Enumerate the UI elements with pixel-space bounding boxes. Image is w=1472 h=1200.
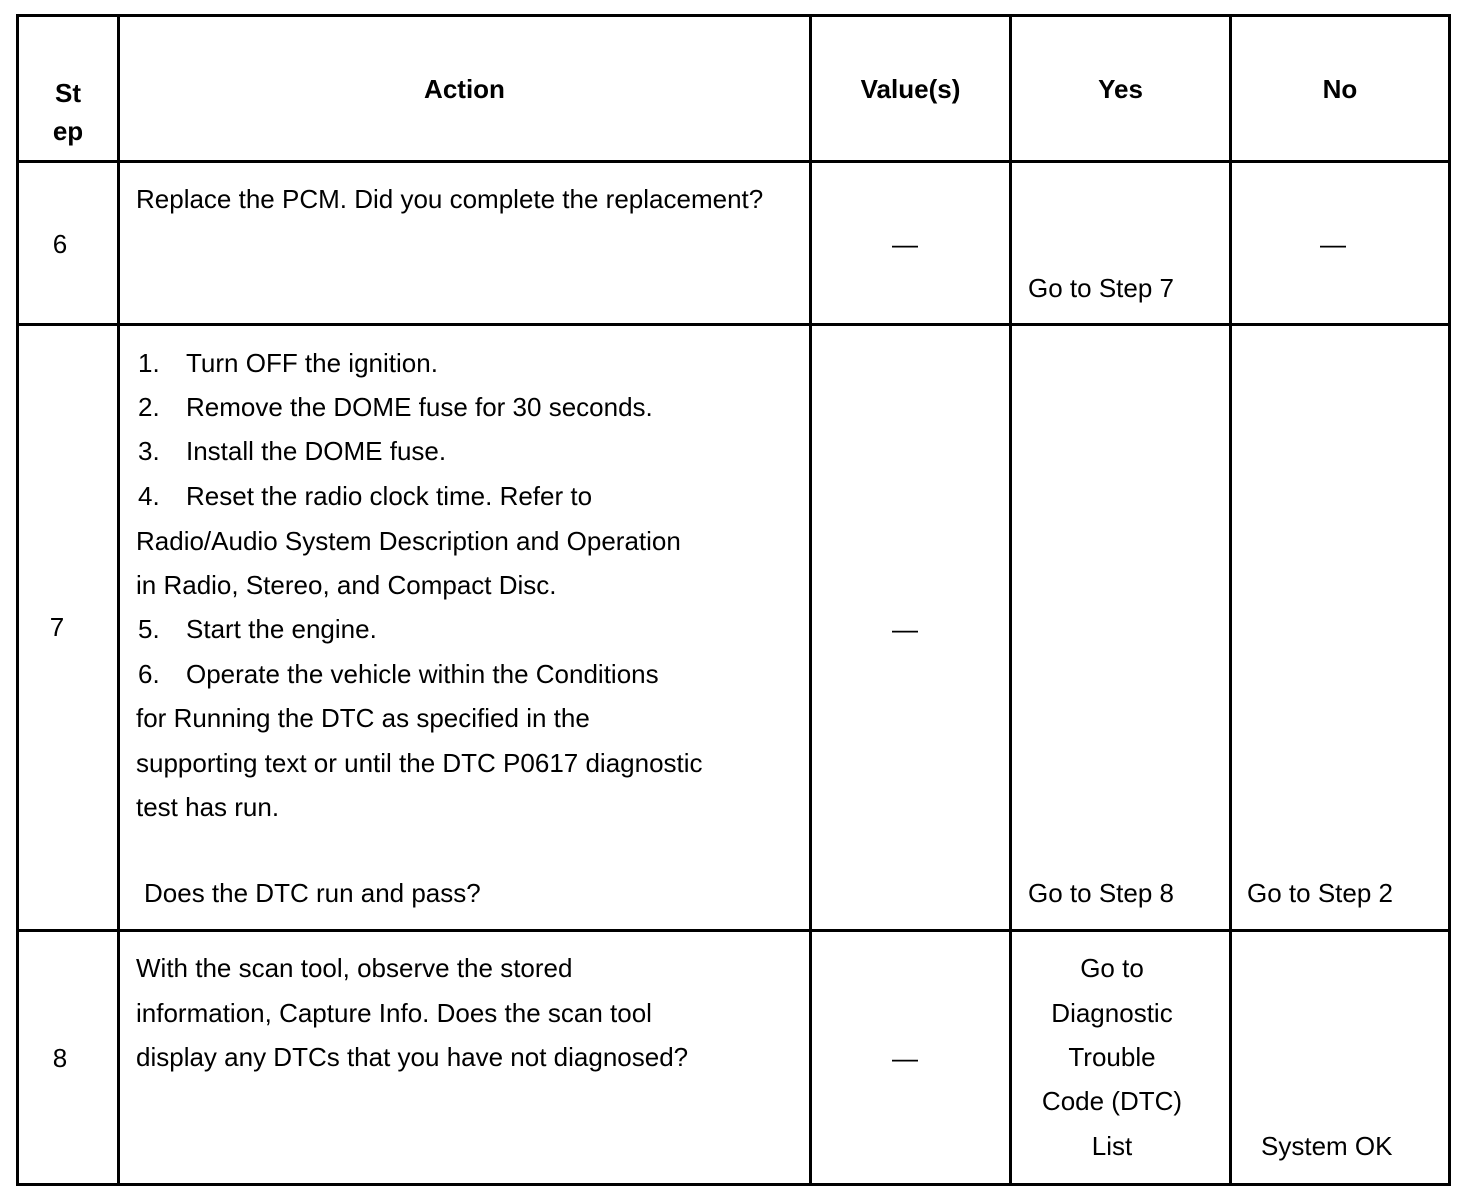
action-item-4-cont-1: Radio/Audio System Description and Operation: [136, 526, 681, 556]
header-step: [19, 74, 117, 150]
action-item-6-cont-2: supporting text or until the DTC P0617 diagnostic: [136, 748, 703, 778]
yes-cell: Go to Step 7: [1028, 273, 1174, 303]
action-item-6: [136, 659, 659, 689]
action-item-6-cont-3: test has run.: [136, 792, 280, 822]
item-number: 4.: [138, 481, 160, 511]
header-step-line1: St: [55, 78, 81, 108]
item-text: Turn OFF the ignition.: [186, 348, 438, 378]
row-border-6: [16, 323, 1451, 326]
row-border-bottom: [16, 1183, 1451, 1186]
header-yes: Yes: [1098, 74, 1143, 104]
yes-line-5: List: [1091, 1131, 1133, 1161]
col-border-yes-no: [1229, 14, 1232, 1186]
yes-line-4: Code (DTC): [1041, 1086, 1183, 1116]
yes-line-1: Go to: [1080, 953, 1144, 983]
action-item-6-cont-1: for Running the DTC as specified in the: [136, 703, 590, 733]
no-cell: —: [1320, 229, 1346, 259]
action-item-2: [136, 392, 653, 422]
row-border-header: [16, 160, 1451, 163]
yes-line-3: Trouble: [1068, 1042, 1156, 1072]
col-border-left: [16, 14, 19, 1186]
action-line-3: display any DTCs that you have not diagnosed?: [136, 1042, 689, 1072]
action-line-2: information, Capture Info. Does the scan tool: [136, 998, 652, 1028]
item-text: Install the DOME fuse.: [186, 436, 447, 466]
item-text: Operate the vehicle within the Conditions: [186, 659, 659, 689]
row-border-top: [16, 14, 1451, 17]
action-question: Does the DTC run and pass?: [144, 878, 481, 908]
item-number: 2.: [138, 392, 160, 422]
item-text: Reset the radio clock time. Refer to: [186, 481, 593, 511]
header-no: No: [1322, 74, 1358, 104]
item-text: Start the engine.: [186, 614, 377, 644]
header-action: Action: [424, 74, 505, 104]
item-number: 5.: [138, 614, 160, 644]
item-number: 1.: [138, 348, 160, 378]
value-cell: —: [892, 614, 918, 644]
item-number: 6.: [138, 659, 160, 689]
col-border-step-action: [117, 14, 120, 1186]
value-cell: —: [892, 1043, 918, 1073]
yes-line-2: Diagnostic: [1051, 998, 1173, 1028]
col-border-right: [1448, 14, 1451, 1186]
item-text: Remove the DOME fuse for 30 seconds.: [186, 392, 653, 422]
step-number: 6: [52, 229, 68, 259]
action-item-5: [136, 614, 377, 644]
action-item-4-cont-2: in Radio, Stereo, and Compact Disc.: [136, 570, 557, 600]
header-step-line2: ep: [52, 116, 84, 146]
no-cell: System OK: [1261, 1131, 1393, 1161]
step-number: 7: [49, 612, 65, 642]
step-number: 8: [52, 1043, 68, 1073]
header-values: Value(s): [860, 74, 961, 104]
action-item-3: [136, 436, 446, 466]
value-cell: —: [892, 229, 918, 259]
action-line-1: With the scan tool, observe the stored: [136, 953, 573, 983]
action-item-1: [136, 348, 438, 378]
action-item-4: [136, 481, 592, 511]
no-cell: Go to Step 2: [1247, 878, 1393, 908]
col-border-action-value: [809, 14, 812, 1186]
row-border-7: [16, 929, 1451, 932]
action-text: Replace the PCM. Did you complete the replacement?: [136, 184, 764, 214]
item-number: 3.: [138, 436, 160, 466]
yes-cell: Go to Step 8: [1028, 878, 1174, 908]
